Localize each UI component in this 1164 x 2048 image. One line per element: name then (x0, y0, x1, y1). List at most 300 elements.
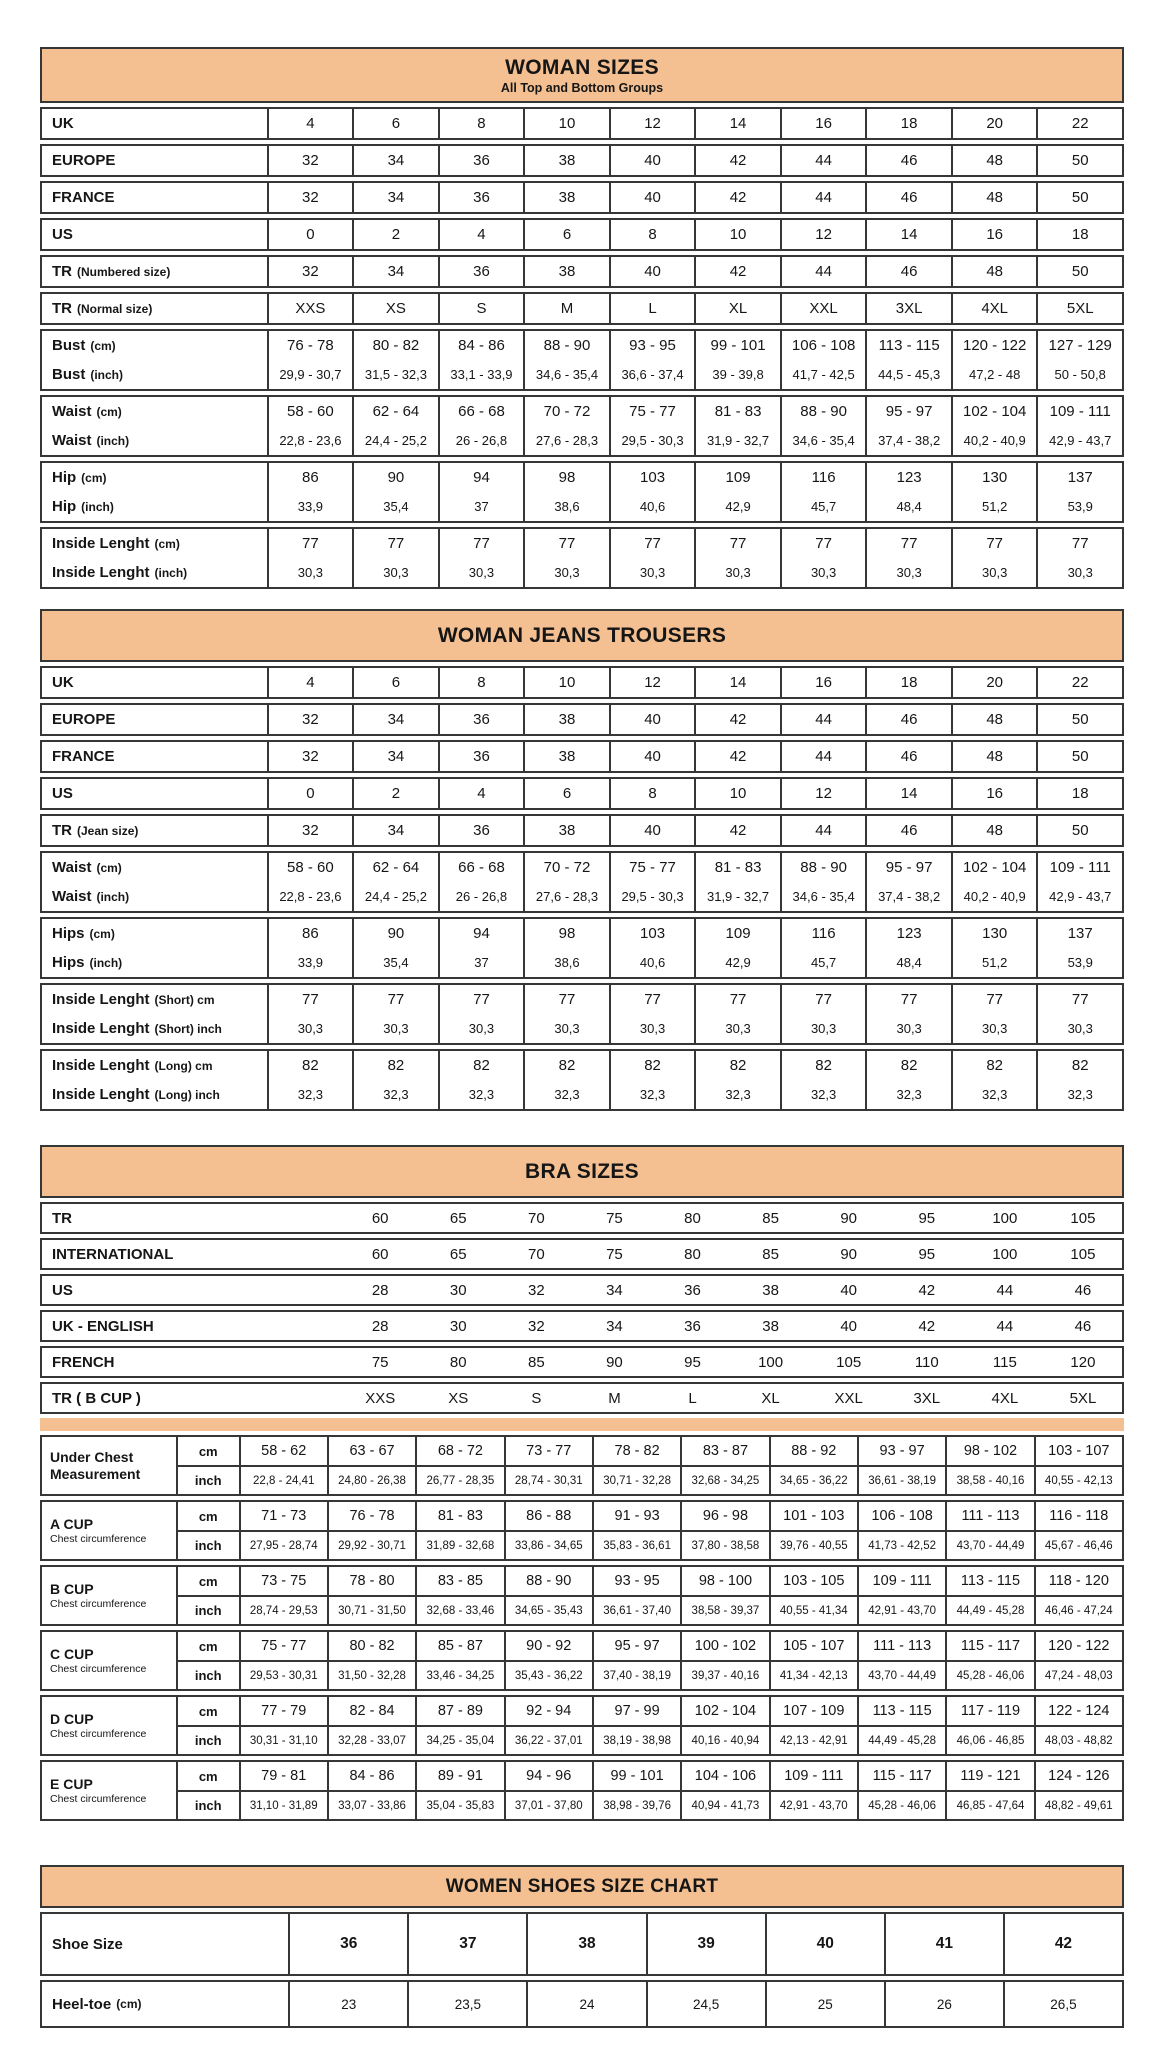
size-value: 34,6 - 35,4 (792, 889, 855, 904)
bra-cup-group (40, 1500, 1124, 1561)
size-value: 35,4 (383, 499, 409, 514)
size-value: 95 - 97 (885, 403, 933, 420)
bra-size-value: L (688, 1389, 697, 1407)
row-label-suffix: (inch) (81, 499, 114, 514)
row-label-text: US (52, 785, 73, 802)
unit-cm-label: cm (176, 1502, 239, 1532)
size-row-group (40, 851, 1124, 913)
size-value: 42 (729, 152, 747, 169)
size-value: 18 (900, 115, 918, 132)
bra-cm-value: 113 - 115 (945, 1567, 1033, 1597)
bra-size-value: 100 (758, 1353, 784, 1371)
bra-inch-value: 48,03 - 48,82 (1034, 1727, 1122, 1754)
size-value: 58 - 60 (287, 859, 334, 876)
size-value: 130 (982, 925, 1008, 942)
size-value: 27,6 - 28,3 (535, 889, 599, 904)
size-value: 77 (900, 991, 918, 1008)
size-value: 109 (725, 469, 751, 486)
size-value: 30,3 (896, 1021, 922, 1036)
row-label-cell (42, 1982, 288, 2026)
bra-inch-value: 46,85 - 47,64 (945, 1792, 1033, 1819)
bra-cm-value: 98 - 102 (945, 1437, 1033, 1467)
size-cell (438, 294, 524, 323)
bra-cm-value: 100 - 102 (680, 1632, 768, 1662)
size-cell (780, 463, 866, 521)
bra-cm-value: 78 - 80 (327, 1567, 415, 1597)
row-label-text: FRENCH (52, 1353, 115, 1371)
size-value: 47,2 - 48 (969, 367, 1021, 382)
size-cell (267, 742, 353, 771)
size-value: 34,6 - 35,4 (535, 367, 599, 382)
size-value: 6 (562, 785, 572, 802)
size-cell (523, 183, 609, 212)
size-value: 48 (986, 711, 1004, 728)
size-cell (1036, 109, 1122, 138)
size-value: 82 (900, 1057, 918, 1074)
size-value: 51,2 (982, 499, 1008, 514)
size-cell (951, 705, 1037, 734)
row-label (42, 1384, 341, 1412)
size-value: 32,3 (554, 1087, 580, 1102)
row-label-cell (42, 742, 267, 771)
unit-inch-label: inch (176, 1662, 239, 1689)
bra-size-value: 105 (836, 1353, 862, 1371)
size-cell (865, 668, 951, 697)
size-value: 40 (644, 263, 661, 280)
size-value: 36 (473, 263, 490, 280)
size-value: 18 (900, 674, 918, 691)
size-value: 44 (815, 263, 832, 280)
size-cell (352, 183, 438, 212)
size-value: 38 (558, 748, 576, 765)
size-value: 12 (644, 674, 661, 691)
size-cell (523, 816, 609, 845)
size-cell (609, 257, 695, 286)
size-value: 8 (648, 226, 657, 243)
size-cell (1036, 257, 1122, 286)
size-value: 109 - 111 (1049, 859, 1111, 876)
size-cell (1036, 705, 1122, 734)
row-label (42, 1014, 267, 1043)
size-cell (523, 220, 609, 249)
size-value: 137 (1067, 469, 1093, 486)
bra-size-value: 28 (371, 1281, 389, 1299)
shoe-value: 24 (579, 1996, 595, 2012)
shoe-value: 24,5 (692, 1996, 720, 2012)
size-value: 4 (306, 674, 315, 691)
size-value: 44 (815, 189, 832, 206)
bra-inch-value: 31,89 - 32,68 (415, 1532, 503, 1559)
bra-cm-value: 88 - 90 (504, 1567, 592, 1597)
table-title: WOMEN SHOES SIZE CHART (445, 1876, 719, 1897)
row-label-suffix: (inch) (90, 367, 124, 382)
bra-inch-value: 43,70 - 44,49 (857, 1662, 945, 1689)
row-label-text: FRANCE (52, 748, 115, 765)
size-value: 77 (815, 535, 832, 552)
size-value: 75 - 77 (629, 859, 676, 876)
size-cell (523, 529, 609, 587)
size-value: 86 (302, 925, 319, 942)
bra-inch-value: 30,71 - 31,50 (327, 1597, 415, 1624)
bra-cm-value: 115 - 117 (857, 1762, 945, 1792)
size-cell (780, 294, 866, 323)
row-label-suffix: (Numbered size) (77, 264, 171, 279)
bra-inch-value: 46,06 - 46,85 (945, 1727, 1033, 1754)
size-value: 90 (387, 925, 405, 942)
size-value: 22 (1071, 115, 1089, 132)
size-value: XXS (295, 300, 326, 317)
size-value: M (560, 300, 574, 317)
size-cell (951, 294, 1037, 323)
size-row-group (40, 292, 1124, 325)
size-cell (865, 257, 951, 286)
bra-size-value: 95 (684, 1353, 701, 1371)
bra-inch-value: 32,68 - 34,25 (680, 1467, 768, 1494)
size-cell (523, 257, 609, 286)
row-label (42, 331, 267, 360)
row-label-suffix: (inch) (96, 433, 130, 448)
size-cell (438, 183, 524, 212)
bra-size-value: XL (761, 1389, 780, 1407)
row-label (42, 668, 267, 697)
size-value: 38 (558, 152, 576, 169)
bra-inch-value: 35,83 - 36,61 (592, 1532, 680, 1559)
size-value: 77 (558, 535, 576, 552)
row-label (42, 1348, 341, 1376)
row-label-text: TR (52, 822, 72, 839)
size-value: 10 (729, 226, 747, 243)
size-cell (780, 257, 866, 286)
row-label-cell (42, 146, 267, 175)
shoe-cell (288, 1914, 407, 1974)
bra-inch-value: 30,71 - 32,28 (592, 1467, 680, 1494)
bra-size-value: 75 (371, 1353, 389, 1371)
size-cell (694, 529, 780, 587)
row-label-text: INTERNATIONAL (52, 1245, 174, 1263)
shoe-value: 40 (816, 1935, 834, 1952)
size-value: 77 (387, 535, 405, 552)
size-value: 50 (1071, 711, 1089, 728)
cup-label-cell (42, 1697, 176, 1754)
size-value: 18 (1071, 226, 1089, 243)
size-value: 45,7 (810, 499, 837, 514)
size-cell (780, 529, 866, 587)
bra-size-value: 40 (840, 1317, 858, 1335)
bra-size-value: 85 (762, 1209, 779, 1227)
row-label-cell (42, 816, 267, 845)
row-label-text: US (52, 226, 73, 243)
size-value: 98 (558, 469, 576, 486)
size-cell (352, 463, 438, 521)
size-value: 50 (1071, 152, 1089, 169)
cup-label-sub: Chest circumference (50, 1793, 147, 1806)
size-value: 30,3 (554, 1021, 580, 1036)
size-cell (951, 668, 1037, 697)
size-value: 32,3 (725, 1087, 751, 1102)
bra-inch-value: 41,73 - 42,52 (857, 1532, 945, 1559)
size-value: 32,3 (896, 1087, 922, 1102)
size-cell (951, 109, 1037, 138)
bra-size-value: 95 (918, 1209, 936, 1227)
size-cell (609, 668, 695, 697)
shoe-cell (646, 1914, 765, 1974)
size-cell (865, 705, 951, 734)
size-cell (438, 668, 524, 697)
row-label (42, 882, 267, 911)
size-row-group (40, 181, 1124, 214)
bra-inch-value: 40,16 - 40,94 (680, 1727, 768, 1754)
row-label-text: UK (52, 115, 74, 132)
size-row-group (40, 740, 1124, 773)
row-label-suffix: (inch) (154, 565, 188, 580)
size-value: 40 (644, 822, 661, 839)
row-label-text: UK (52, 674, 74, 691)
size-value: 16 (986, 226, 1004, 243)
row-label-text: Inside Lenght (52, 1020, 150, 1037)
unit-inch-label: inch (176, 1792, 239, 1819)
size-cell (609, 146, 695, 175)
table-title: WOMAN JEANS TROUSERS (437, 624, 727, 647)
bra-cm-value: 93 - 95 (592, 1567, 680, 1597)
size-cell (780, 705, 866, 734)
woman-sizes-header (40, 47, 1124, 103)
size-value: 32,3 (383, 1087, 409, 1102)
row-label-cell (42, 985, 267, 1043)
shoe-cell (288, 1982, 407, 2026)
size-cell (267, 779, 353, 808)
row-label-text: Waist (52, 888, 92, 905)
row-label (42, 1240, 341, 1268)
bra-cm-value: 84 - 86 (327, 1762, 415, 1792)
size-value: 106 - 108 (791, 337, 856, 354)
size-value: 123 (896, 469, 922, 486)
size-cell (694, 146, 780, 175)
bra-size-value: 100 (992, 1209, 1018, 1227)
row-label-text: TR ( B CUP ) (52, 1389, 141, 1407)
size-value: 44 (815, 748, 832, 765)
size-cell (780, 1051, 866, 1109)
shoe-cell (884, 1914, 1003, 1974)
size-cell (694, 705, 780, 734)
bra-size-value: XXS (365, 1389, 396, 1407)
bra-inch-value: 40,94 - 41,73 (680, 1792, 768, 1819)
size-value: 30,3 (896, 565, 922, 580)
cup-label-cell (42, 1567, 176, 1624)
shoe-row (40, 1980, 1124, 2028)
size-cell (1036, 183, 1122, 212)
row-label (42, 183, 267, 212)
size-value: 3XL (895, 300, 923, 317)
bra-inch-value: 28,74 - 30,31 (504, 1467, 592, 1494)
size-cell (523, 294, 609, 323)
bra-cm-value: 107 - 109 (769, 1697, 857, 1727)
bra-size-value: 90 (840, 1209, 858, 1227)
size-value: 88 - 90 (800, 403, 847, 420)
shoe-value: 38 (578, 1935, 596, 1952)
row-label-suffix: (inch) (89, 955, 123, 970)
size-value: 30,3 (1067, 1021, 1093, 1036)
bra-inch-value: 42,91 - 43,70 (857, 1597, 945, 1624)
size-value: 22,8 - 23,6 (279, 889, 342, 904)
jeans-header (40, 609, 1124, 662)
size-cell (609, 853, 695, 911)
size-value: 30,3 (810, 565, 837, 580)
size-cell (780, 779, 866, 808)
size-value: 36 (473, 822, 490, 839)
size-value: 46 (900, 152, 918, 169)
size-value: 22,8 - 23,6 (279, 433, 342, 448)
size-value: 6 (391, 674, 401, 691)
size-value: 103 (640, 469, 666, 486)
size-value: 42 (729, 711, 747, 728)
size-value: 34,6 - 35,4 (792, 433, 855, 448)
size-row-group (40, 527, 1124, 589)
size-value: 62 - 64 (372, 859, 420, 876)
size-value: 20 (986, 115, 1004, 132)
row-label (42, 816, 267, 845)
size-value: 34 (387, 711, 405, 728)
size-value: 36,6 - 37,4 (621, 367, 684, 382)
size-value: 109 (725, 925, 751, 942)
size-value: 46 (900, 189, 918, 206)
size-value: 77 (473, 991, 490, 1008)
size-value: 62 - 64 (372, 403, 420, 420)
row-label-cell (42, 397, 267, 455)
size-cell (267, 668, 353, 697)
size-value: 39 - 39,8 (712, 367, 764, 382)
size-cell (609, 331, 695, 389)
row-label-cell (42, 220, 267, 249)
size-cell (865, 183, 951, 212)
size-cell (780, 919, 866, 977)
size-cell (438, 529, 524, 587)
size-cell (267, 220, 353, 249)
size-value: 48,4 (896, 499, 922, 514)
bra-cup-group (40, 1630, 1124, 1691)
bra-size-value: 105 (1070, 1209, 1096, 1227)
size-value: 30,3 (297, 1021, 324, 1036)
size-cell (609, 919, 695, 977)
size-value: 30,3 (554, 565, 580, 580)
bra-cm-value: 104 - 106 (680, 1762, 768, 1792)
size-cell (694, 397, 780, 455)
bra-system-row (40, 1346, 1124, 1378)
size-cell (352, 853, 438, 911)
size-cell (694, 985, 780, 1043)
size-value: 30,3 (468, 1021, 495, 1036)
size-cell (951, 220, 1037, 249)
row-label (42, 529, 267, 558)
size-cell (609, 816, 695, 845)
size-cell (694, 816, 780, 845)
shoe-row (40, 1912, 1124, 1976)
row-label-cell (42, 183, 267, 212)
bra-size-value: 44 (996, 1281, 1014, 1299)
size-cell (438, 779, 524, 808)
size-cell (352, 257, 438, 286)
size-cell (267, 529, 353, 587)
size-value: 80 - 82 (372, 337, 420, 354)
cup-label-sub: Chest circumference (50, 1728, 147, 1741)
cup-label-text: Under Chest Measurement (50, 1449, 141, 1482)
bra-inch-value: 24,80 - 26,38 (327, 1467, 415, 1494)
size-value: 42 (729, 263, 747, 280)
size-cell (865, 463, 951, 521)
row-label-text: Hip (52, 498, 77, 515)
size-value: 77 (302, 535, 319, 552)
size-value: 50 (1071, 189, 1089, 206)
row-label-suffix: (Short) inch (154, 1021, 222, 1036)
bra-size-value: 36 (684, 1317, 701, 1335)
bra-size-value: 30 (449, 1317, 467, 1335)
size-cell (438, 463, 524, 521)
size-row-group (40, 144, 1124, 177)
size-value: 102 - 104 (962, 859, 1027, 876)
cup-label-sub: Chest circumference (50, 1598, 147, 1611)
row-label-suffix: (cm) (90, 338, 116, 353)
size-value: 48,4 (896, 955, 922, 970)
row-label (42, 853, 267, 882)
size-cell (694, 183, 780, 212)
bra-inch-value: 40,55 - 41,34 (769, 1597, 857, 1624)
size-value: 77 (644, 535, 661, 552)
row-label-cell (42, 294, 267, 323)
bra-size-value: 80 (684, 1245, 701, 1263)
row-label-cell (42, 919, 267, 977)
size-value: 12 (815, 785, 832, 802)
size-row-group (40, 329, 1124, 391)
size-value: 16 (815, 115, 832, 132)
size-cell (523, 985, 609, 1043)
bra-cm-value: 79 - 81 (239, 1762, 327, 1792)
size-cell (438, 853, 524, 911)
bra-size-value: 60 (371, 1209, 389, 1227)
row-label-suffix: (Long) inch (154, 1087, 220, 1102)
size-value: 77 (558, 991, 576, 1008)
size-value: 35,4 (383, 955, 409, 970)
size-cell (523, 919, 609, 977)
size-row-group (40, 255, 1124, 288)
row-label-text: Bust (52, 337, 86, 354)
size-row-group (40, 1049, 1124, 1111)
row-label-text: Inside Lenght (52, 535, 150, 552)
size-value: 2 (391, 226, 401, 243)
size-value: 32,3 (982, 1087, 1008, 1102)
size-value: 30,3 (639, 1021, 666, 1036)
size-row-group (40, 395, 1124, 457)
bra-inch-value: 39,76 - 40,55 (769, 1532, 857, 1559)
bra-cm-value: 120 - 122 (1034, 1632, 1122, 1662)
bra-inch-value: 38,19 - 38,98 (592, 1727, 680, 1754)
size-value: 24,4 - 25,2 (364, 433, 427, 448)
size-cell (865, 294, 951, 323)
row-label (42, 397, 267, 426)
size-cell (438, 742, 524, 771)
size-value: 38,6 (554, 499, 580, 514)
row-label-suffix: (cm) (96, 860, 122, 875)
size-cell (267, 985, 353, 1043)
bra-inch-value: 44,49 - 45,28 (945, 1597, 1033, 1624)
size-value: 10 (558, 674, 576, 691)
shoe-value: 37 (459, 1935, 477, 1952)
bra-cm-value: 98 - 100 (680, 1567, 768, 1597)
size-value: 38,6 (554, 955, 580, 970)
bra-inch-value: 33,07 - 33,86 (327, 1792, 415, 1819)
bra-inch-value: 36,61 - 38,19 (857, 1467, 945, 1494)
row-label (42, 220, 267, 249)
size-cell (780, 220, 866, 249)
size-value: 77 (387, 991, 405, 1008)
